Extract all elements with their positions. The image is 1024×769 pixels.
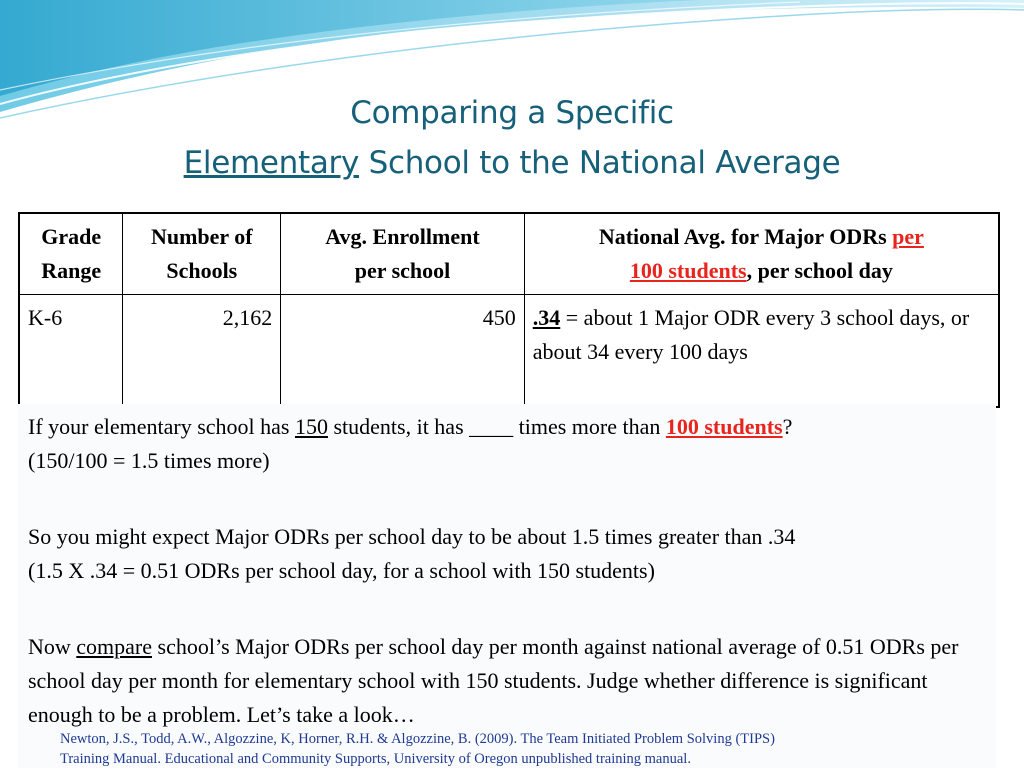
header-red-per: per <box>892 224 924 249</box>
p3-underlined-compare: compare <box>76 634 153 659</box>
rate-value: .34 <box>532 305 561 330</box>
rate-description: = about 1 Major ODR every 3 school days, or about 34 every 100 days <box>532 305 970 364</box>
comparison-table <box>18 212 1000 408</box>
cell-grade: K-6 <box>19 295 123 407</box>
title-line-2-rest: School to the National Average <box>359 145 841 181</box>
table-row <box>19 295 999 407</box>
header-grade-range: Grade Range <box>19 213 123 295</box>
header-red-100-students: 100 students <box>629 258 747 283</box>
cell-rate <box>524 295 999 407</box>
title-line-1: Comparing a Specific <box>350 95 674 131</box>
slide-title <box>0 88 1024 188</box>
cell-schools: 2,162 <box>123 295 281 407</box>
cell-enrollment: 450 <box>281 295 525 407</box>
paragraph-2: So you might expect Major ODRs per school day to be about 1.5 times greater than .34 (1.5 X .34 = 0.51 ODRs per school day, for a school with 150 students) <box>28 524 796 583</box>
citation: Newton, J.S., Todd, A.W., Algozzine, K, Horner, R.H. & Algozzine, B. (2009). The Team Initiated Problem Solving (TIPS) Training Manual. Educational and Community Supports, University of Oregon unpublished training manual. <box>60 731 775 767</box>
p1-red-100-students: 100 students <box>665 414 783 439</box>
paragraph-3: Now compare school’s Major ODRs per school day per month against national average of 0.51 ODRs per school day per month for elementary school with 150 students. Judge whether difference is significant enough to be a problem. Let’s take a look… <box>28 634 959 727</box>
title-line-2 <box>0 138 1024 188</box>
p1-underlined-150: 150 <box>294 414 328 439</box>
title-underlined-word: Elementary <box>183 145 360 181</box>
paragraph-1: If your elementary school has 150 students, it has ____ times more than 100 students? (150/100 = 1.5 times more) <box>28 414 793 473</box>
header-avg-enrollment: Avg. Enrollment per school <box>281 213 525 295</box>
header-national-average: National Avg. for Major ODRs per 100 students, per school day <box>524 213 999 295</box>
header-number-of-schools: Number of Schools <box>123 213 281 295</box>
table-header-row <box>19 213 999 295</box>
p1-line-2: (150/100 = 1.5 times more) <box>28 448 270 473</box>
